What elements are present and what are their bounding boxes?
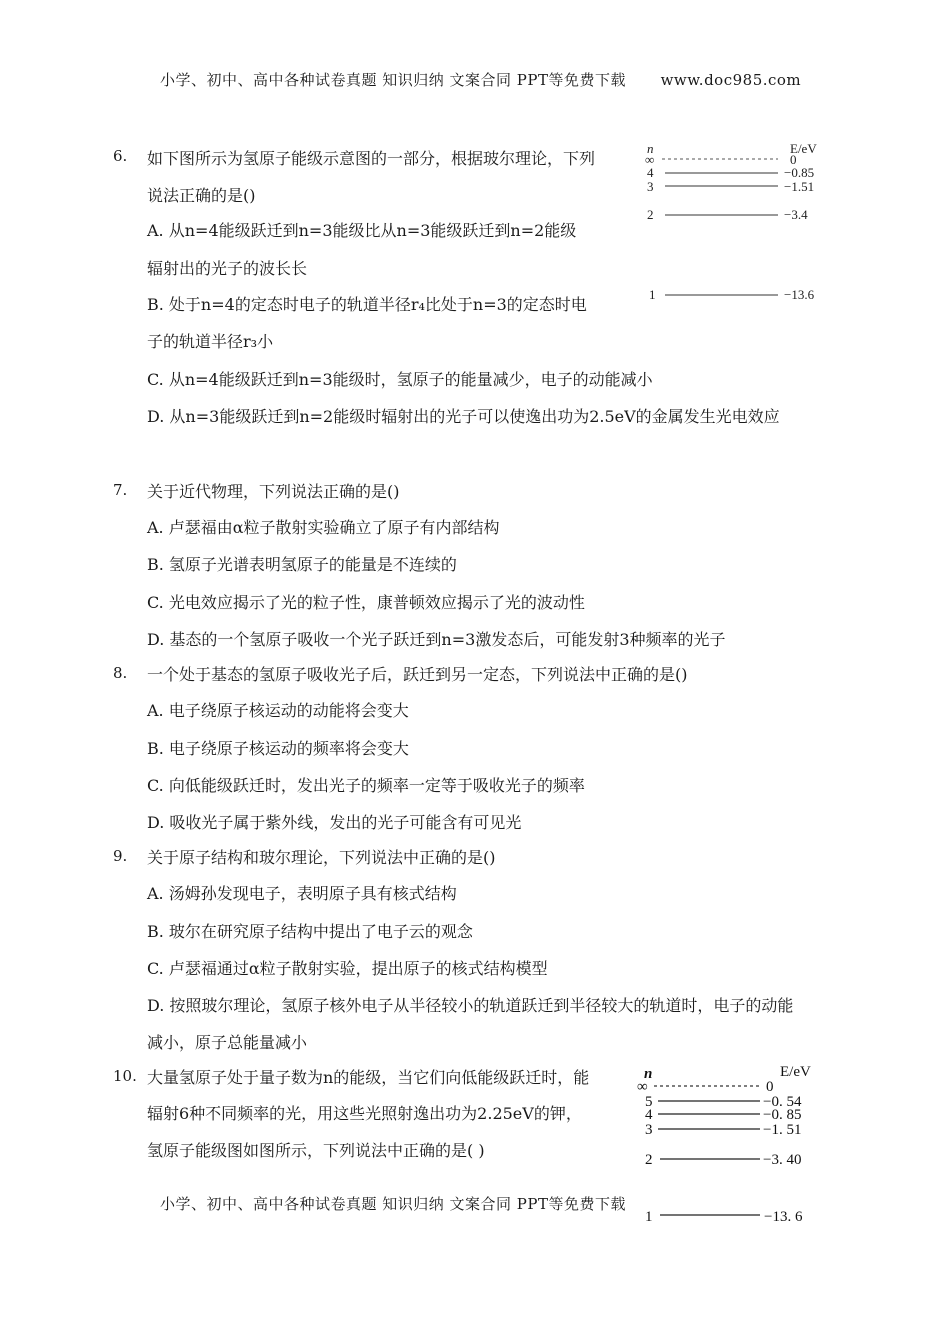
question-number: 10. [113, 1067, 137, 1085]
level-n: ∞ [645, 152, 655, 167]
level-energy: −1. 51 [763, 1122, 802, 1138]
option-a: A. 汤姆孙发现电子，表明原子具有核式结构 [147, 884, 457, 903]
question-number: 9. [113, 847, 128, 865]
level-n: 1 [645, 1209, 653, 1225]
level-n: 2 [647, 207, 654, 222]
level-n: 1 [649, 287, 656, 302]
page-footer [160, 1193, 634, 1214]
level-n: 5 [645, 1094, 653, 1110]
level-n: ∞ [637, 1079, 648, 1095]
energy-level-diagram-q6 [640, 140, 830, 310]
option-d: D. 从n=3能级跃迁到n=2能级时辐射出的光子可以使逸出功为2.5eV的金属发生光电效应 [147, 407, 780, 426]
diagram-e-label: E/eV [780, 1064, 811, 1080]
question-stem: 说法正确的是() [147, 186, 256, 205]
question-number: 6. [113, 147, 128, 165]
page-header [160, 69, 801, 90]
option-c: C. 光电效应揭示了光的粒子性，康普顿效应揭示了光的波动性 [147, 593, 585, 612]
question-stem: 大量氢原子处于量子数为n的能级，当它们向低能级跃迁时，能 [147, 1068, 590, 1087]
level-n: 3 [647, 179, 654, 194]
header-url: www.doc985.com [660, 71, 802, 89]
option-b: B. 电子绕原子核运动的频率将会变大 [147, 739, 409, 758]
question-stem: 辐射6种不同频率的光，用这些光照射逸出功为2.25eV的钾， [147, 1104, 582, 1123]
option-a: A. 电子绕原子核运动的动能将会变大 [147, 701, 409, 720]
question-number: 7. [113, 481, 128, 499]
diagram-e-label: E/eV [790, 141, 817, 156]
level-energy: 0 [766, 1079, 774, 1095]
level-energy: 0 [790, 152, 797, 167]
level-n: 2 [645, 1152, 653, 1168]
level-energy: −0.85 [784, 165, 815, 180]
option-d: D. 吸收光子属于紫外线，发出的光子可能含有可见光 [147, 813, 522, 832]
option-b: B. 氢原子光谱表明氢原子的能量是不连续的 [147, 555, 457, 574]
option-b-cont: 子的轨道半径r₃小 [147, 332, 274, 351]
option-a: A. 从n=4能级跃迁到n=3能级比从n=3能级跃迁到n=2能级 [147, 221, 577, 240]
level-energy: −3. 40 [763, 1152, 802, 1168]
option-c: C. 从n=4能级跃迁到n=3能级时，氢原子的能量减少，电子的动能减小 [147, 370, 653, 389]
question-stem: 关于原子结构和玻尔理论，下列说法中正确的是() [147, 848, 496, 867]
option-d: D. 基态的一个氢原子吸收一个光子跃迁到n=3激发态后，可能发射3种频率的光子 [147, 630, 726, 649]
option-c: C. 卢瑟福通过α粒子散射实验，提出原子的核式结构模型 [147, 959, 548, 978]
header-text: 小学、初中、高中各种试卷真题 知识归纳 文案合同 PPT等免费下载 [160, 71, 626, 89]
question-stem: 氢原子能级图如图所示，下列说法中正确的是( ) [147, 1141, 485, 1160]
energy-level-diagram-q10 [630, 1058, 830, 1232]
diagram-n-label: n [647, 141, 654, 156]
level-n: 3 [645, 1122, 653, 1138]
level-n: 4 [645, 1107, 653, 1123]
option-a-cont: 辐射出的光子的波长长 [147, 259, 308, 278]
level-energy: −0. 54 [763, 1094, 802, 1110]
level-energy: −3.4 [784, 207, 808, 222]
question-stem: 关于近代物理，下列说法正确的是() [147, 482, 400, 501]
question-number: 8. [113, 664, 128, 682]
option-d: D. 按照玻尔理论，氢原子核外电子从半径较小的轨道跃迁到半径较大的轨道时，电子的动能 [147, 996, 794, 1015]
question-stem: 如下图所示为氢原子能级示意图的一部分，根据玻尔理论，下列 [147, 149, 596, 168]
option-a: A. 卢瑟福由α粒子散射实验确立了原子有内部结构 [147, 518, 500, 537]
footer-text: 小学、初中、高中各种试卷真题 知识归纳 文案合同 PPT等免费下载 [160, 1195, 626, 1213]
level-energy: −13.6 [784, 287, 815, 302]
option-c: C. 向低能级跃迁时，发出光子的频率一定等于吸收光子的频率 [147, 776, 585, 795]
level-energy: −1.51 [784, 179, 815, 194]
diagram-n-label: n [644, 1066, 653, 1082]
option-b: B. 处于n=4的定态时电子的轨道半径r₄比处于n=3的定态时电 [147, 295, 587, 314]
option-d-cont: 减小，原子总能量减小 [147, 1033, 308, 1052]
level-energy: −0. 85 [763, 1107, 802, 1123]
option-b: B. 玻尔在研究原子结构中提出了电子云的观念 [147, 922, 473, 941]
level-n: 4 [647, 165, 654, 180]
level-energy: −13. 6 [764, 1209, 803, 1225]
question-stem: 一个处于基态的氢原子吸收光子后，跃迁到另一定态，下列说法中正确的是() [147, 665, 688, 684]
